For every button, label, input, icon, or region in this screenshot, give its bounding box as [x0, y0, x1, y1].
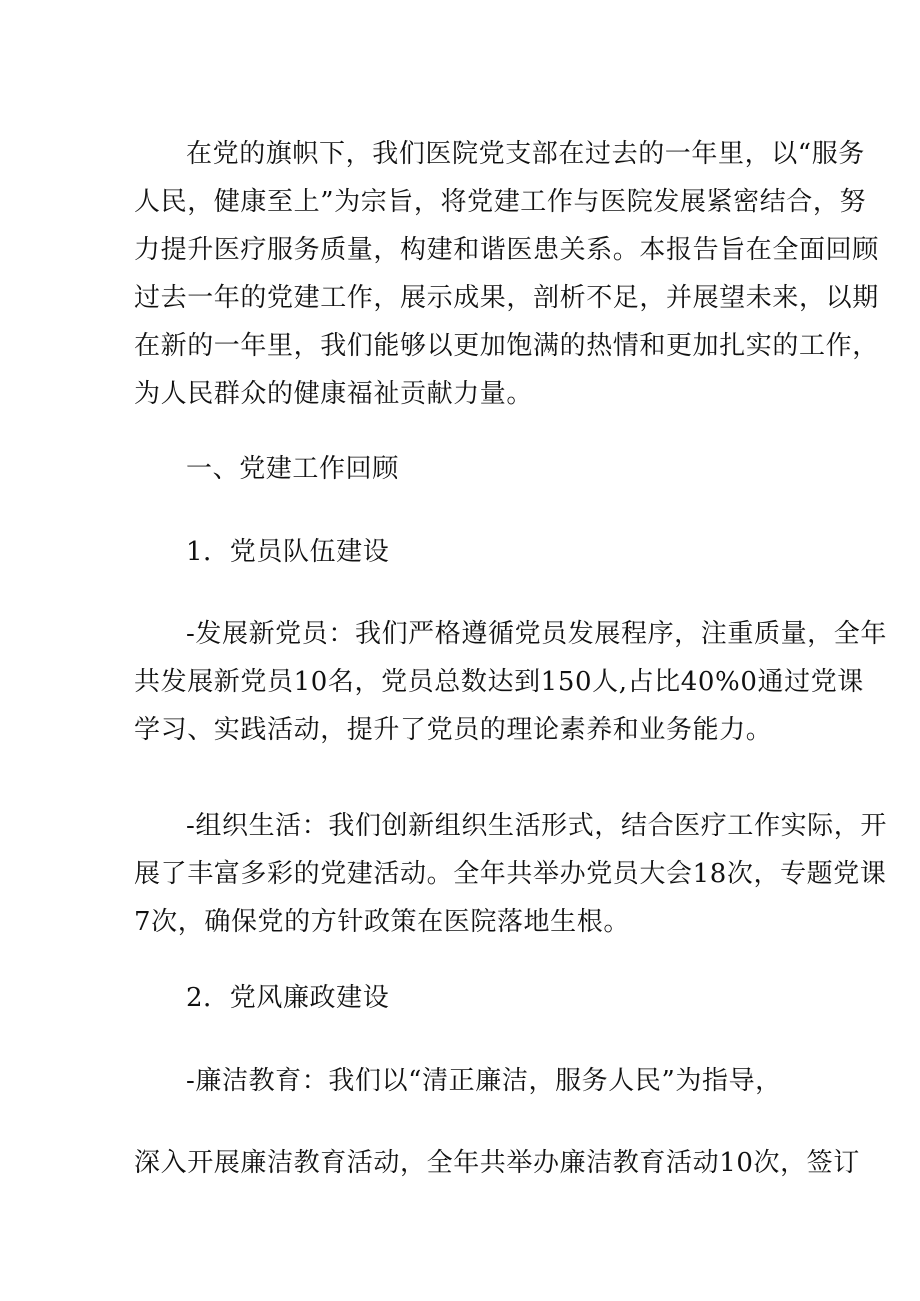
paragraph-line: 深入开展廉洁教育活动，全年共举办廉洁教育活动10次，签订: [134, 1148, 860, 1178]
intro-line: 过去一年的党建工作，展示成果，剖析不足，并展望未来，以期: [134, 283, 879, 313]
paragraph-line: -廉洁教育：我们以“清正廉洁，服务人民”为指导，: [186, 1066, 782, 1096]
intro-line: 力提升医疗服务质量，构建和谐医患关系。本报告旨在全面回顾: [134, 235, 879, 265]
intro-line: 为人民群众的健康福祉贡献力量。: [134, 379, 534, 409]
paragraph-line: -发展新党员：我们严格遵循党员发展程序，注重质量，全年: [186, 619, 887, 649]
subsection-heading: 1．党员队伍建设: [186, 537, 390, 567]
paragraph-line: 共发展新党员10名，党员总数达到150人,占比40%0通过党课: [134, 667, 864, 697]
intro-line: 在新的一年里，我们能够以更加饱满的热情和更加扎实的工作，: [134, 331, 879, 361]
paragraph-line: 学习、实践活动，提升了党员的理论素养和业务能力。: [134, 715, 773, 745]
intro-line: 在党的旗帜下，我们医院党支部在过去的一年里，以“服务: [186, 139, 865, 169]
subsection-heading: 2．党风廉政建设: [186, 983, 390, 1013]
intro-line: 人民，健康至上”为宗旨，将党建工作与医院发展紧密结合，努: [134, 187, 867, 217]
paragraph-line: -组织生活：我们创新组织生活形式，结合医疗工作实际，开: [186, 811, 887, 841]
paragraph-line: 展了丰富多彩的党建活动。全年共举办党员大会18次，专题党课: [134, 859, 887, 889]
paragraph-line: 7次，确保党的方针政策在医院落地生根。: [134, 907, 630, 937]
section-heading: 一、党建工作回顾: [186, 454, 399, 484]
